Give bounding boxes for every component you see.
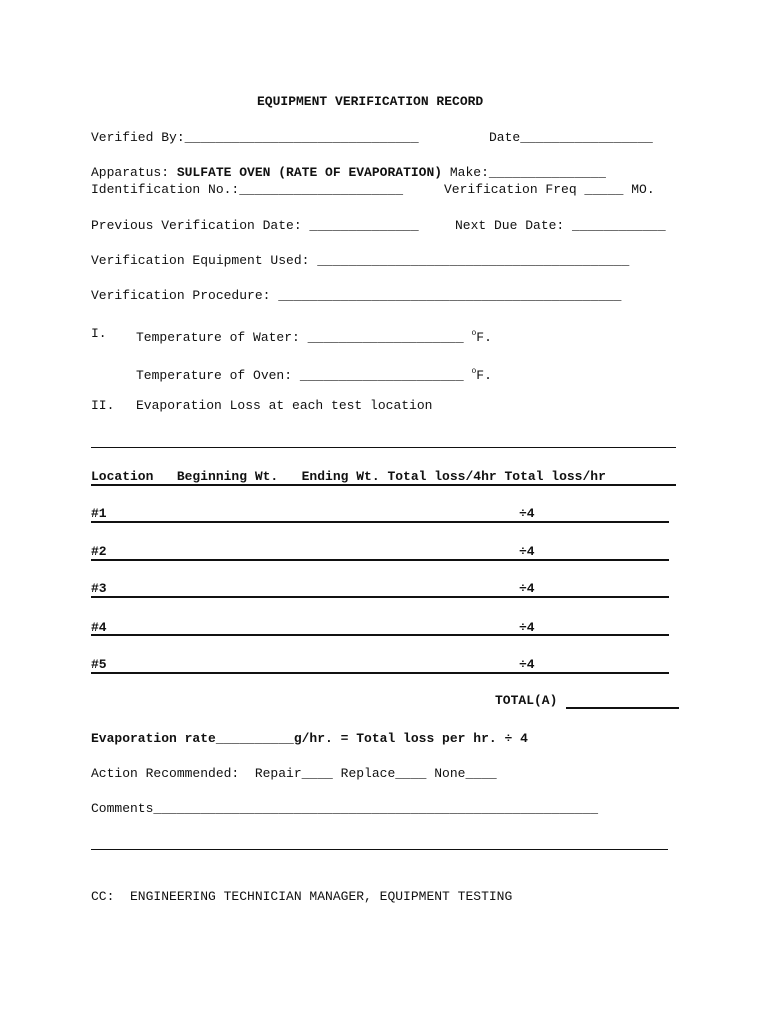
fahrenheit-unit: F. [476,330,492,345]
total-field-line[interactable] [566,707,679,709]
row-2-location: #2 [91,544,107,559]
comments-field[interactable]: Comments_________________________________________________________ [91,801,599,816]
page-title: EQUIPMENT VERIFICATION RECORD [257,94,484,109]
cc-line: CC: ENGINEERING TECHNICIAN MANAGER, EQUIPMENT TESTING [91,889,513,904]
row-4-line[interactable] [91,634,669,636]
section-1-number: I. [91,326,107,341]
apparatus-label: Apparatus: [91,165,177,180]
section-2-number: II. [91,398,115,413]
next-due-date-field[interactable]: Next Due Date: ____________ [455,218,666,233]
row-5-divide: ÷4 [519,657,535,672]
apparatus-value: SULFATE OVEN (RATE OF EVAPORATION) [176,165,443,180]
evaporation-loss-heading: Evaporation Loss at each test location [136,398,433,413]
row-1-location: #1 [91,506,107,521]
row-3-divide: ÷4 [519,581,535,596]
row-5-location: #5 [91,657,107,672]
equipment-used-field[interactable]: Verification Equipment Used: ________________________________________ [91,253,630,268]
make-field[interactable]: Make:_______________ [442,165,606,180]
date-field[interactable]: Date_________________ [489,130,653,145]
apparatus-line [91,165,606,181]
fahrenheit-unit: F. [476,368,492,383]
temperature-oven-field[interactable] [136,364,492,384]
row-4-divide: ÷4 [519,620,535,635]
temperature-water-field[interactable] [136,326,492,346]
row-2-line[interactable] [91,559,669,561]
previous-verification-date-field[interactable]: Previous Verification Date: ______________ [91,218,419,233]
total-label: TOTAL(A) [495,693,558,708]
row-1-divide: ÷4 [519,506,535,521]
row-3-line[interactable] [91,596,669,598]
table-header: Location Beginning Wt. Ending Wt. Total loss/4hr Total loss/hr [91,469,606,484]
row-2-divide: ÷4 [519,544,535,559]
row-1-line[interactable] [91,521,669,523]
temperature-water-text: Temperature of Water: ____________________ [136,330,472,345]
degree-symbol: o [471,329,477,338]
row-5-line[interactable] [91,672,669,674]
temperature-oven-text: Temperature of Oven: _____________________ [136,368,472,383]
evaporation-rate-formula[interactable]: Evaporation rate__________g/hr. = Total loss per hr. ÷ 4 [91,731,528,746]
table-header-underline [91,484,676,486]
identification-field[interactable]: Identification No.:_____________________ [91,182,404,197]
verification-freq-field[interactable]: Verification Freq _____ MO. [444,182,655,197]
row-4-location: #4 [91,620,107,635]
verified-by-field[interactable]: Verified By:______________________________ [91,130,419,145]
row-3-location: #3 [91,581,107,596]
procedure-field[interactable]: Verification Procedure: ____________________________________________ [91,288,622,303]
comments-second-line[interactable] [91,849,668,850]
degree-symbol: o [471,367,477,376]
divider-line [91,447,676,448]
action-recommended-field[interactable]: Action Recommended: Repair____ Replace____ None____ [91,766,497,781]
